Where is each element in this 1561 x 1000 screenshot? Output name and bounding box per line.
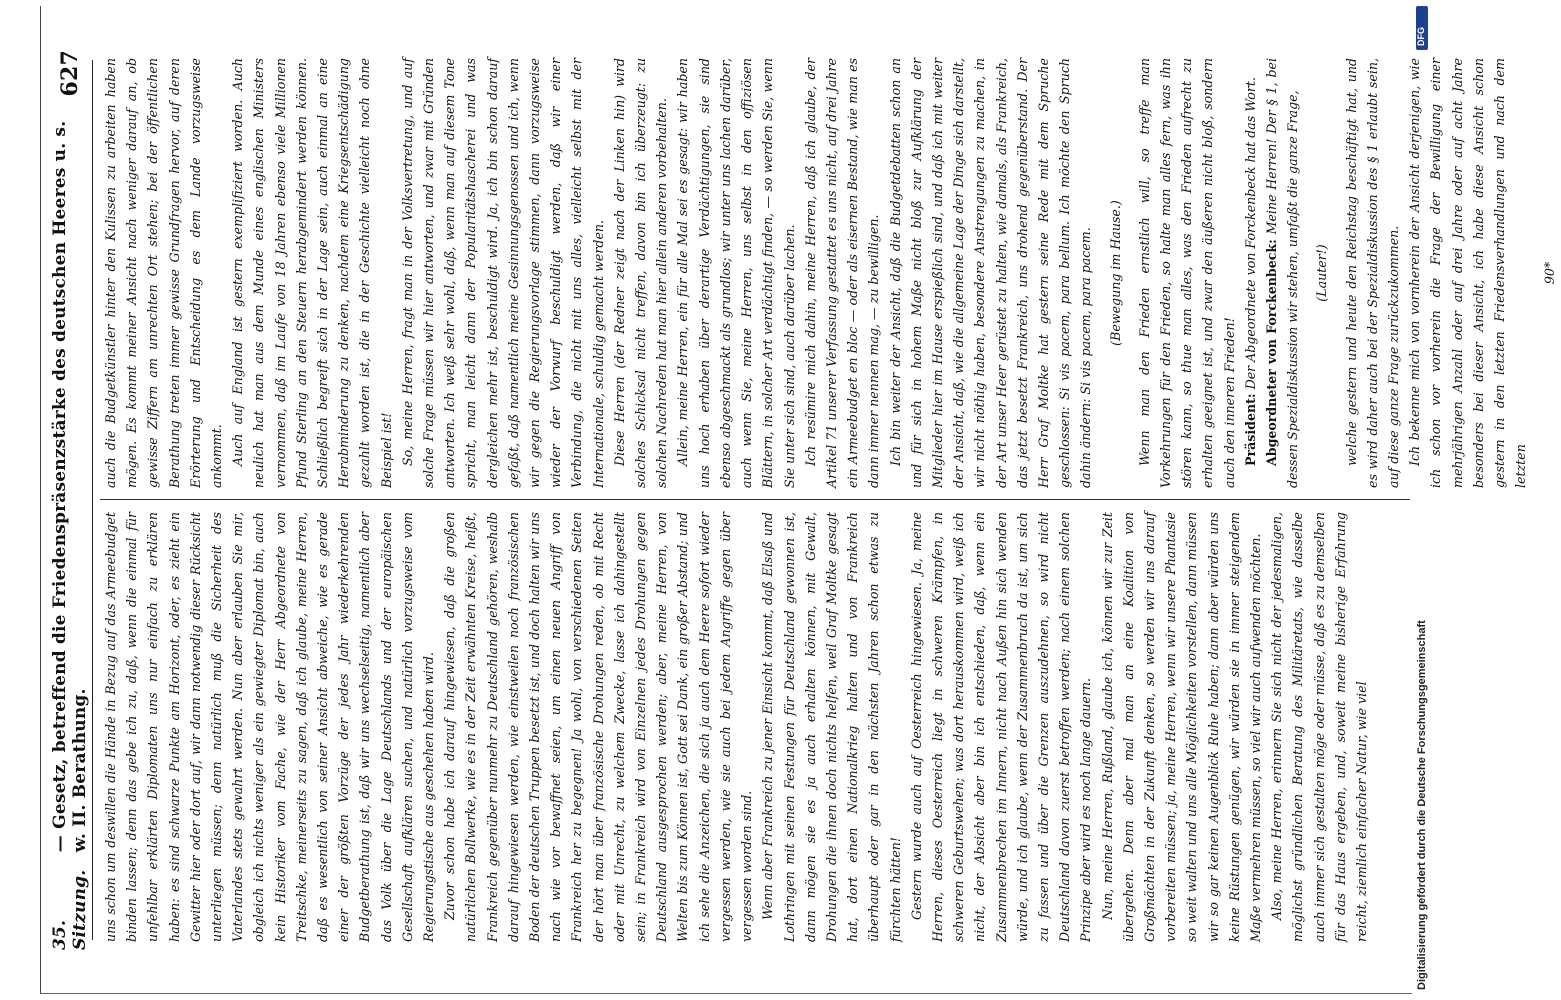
right-text-column bbox=[100, 58, 1558, 488]
paragraph: auch die Budgetkünstler hinter den Kulissen zu arbeiten haben mögen. Es kommt meiner Ansicht nach weniger darauf an, ob gewisse Ziffern am unrechten Ort stehen; bei der öffentlichen Berathung treten immer gewisse Grundfragen hervor, auf deren Erörterung und Entscheidung es dem Lande vorzugsweise ankommt. bbox=[103, 58, 225, 488]
paragraph: Allein, meine Herren, ein für alle Mal sei es gesagt: wir haben uns hoch erhaben über derartige Verdächtigungen, sie sind ebenso abgeschmackt als grundlos; wir unter uns lachen darüber, auch wenn Sie, meine Herren, uns selbst in den offiziösen Blättern, in solcher Art verdächtigt finden, — so werden Sie, wenn Sie unter sich sind, auch darüber lachen. bbox=[675, 58, 797, 488]
dfg-logo: DFG bbox=[1416, 6, 1428, 50]
paragraph: So, meine Herren, fragt man in der Volksvertretung, und auf solche Frage müssen wir hier antworten, und zwar mit Gründen antworten. Ich weiß sehr wohl, daß, wenn man auf diesem Tone spricht, man leicht dann der Popularitätshascherei und was dergleichen mehr ist, beschuldigt wird. Ja, ich bin schon darauf gefaßt, daß namentlich meine Gesinnungsgenossen und ich, wenn wir gegen die Regierungsvorlage stimmen, dann vorzugsweise wieder der Vorwurf beschuldigt werden, daß wir einer Verbindung, die nicht mit uns alles, vielleicht selbst mit der Internationale, schuldig gemacht werden. bbox=[399, 58, 606, 488]
paragraph: Nun, meine Herren, Rußland, glaube ich, können wir zur Zeit übergehen. Denn aber mal man an eine Koalition von Großmächten in der Zukunft denken, so werden wir uns darauf vorbereiten müssen; ja, meine Herren, wenn wir unsere Phantasie so weit walten und uns alle Möglichkeiten vorstellen, dann müssen wir so gar keinen Augenblick Ruhe haben; dann aber würden uns keine Rüstungen genügen, wir würden sie in immer steigendem Maße vermehren müssen, so viel wir auch aufwenden möchten. bbox=[1099, 512, 1263, 942]
dfg-credit-strip bbox=[1412, 0, 1432, 1000]
paragraph: Ich resümire mich dahin, meine Herren, daß ich glaube, der Artikel 71 unserer Verfassung gestattet es uns nicht, auf drei Jahre ein Armeebudget en bloc — oder als eisernen Bestand, wie man es dann immer nennen mag, — zu bewilligen. bbox=[802, 58, 882, 488]
running-title: — Gesetz, betreffend die Friedenspräsenzstärke des deutschen Heeres u. s. w. II. Berathung. bbox=[50, 120, 90, 853]
paragraph: welche gestern und heute den Reichstag beschäftigt hat, und es wird daher auch bei der Spezialdiskussion des § 1 erlaubt sein, auf diese ganze Frage zurückzukommen. bbox=[1343, 58, 1401, 488]
paragraph: Diese Herren (der Redner zeigt nach der Linken hin) wird solches Schicksal nicht treffen, davon bin ich überzeugt: zu solchen Nachreden hat man hier allein anderen vorbehalten. bbox=[611, 58, 670, 488]
paragraph: Wenn man den Frieden ernstlich will, so treffe man Vorkehrungen für den Frieden, so halte man alles fern, was ihn stören kann, so thue man alles, was den Frieden aufrecht zu erhalten geeignet ist, und zwar den äußeren nicht bloß, sondern auch den inneren Frieden! bbox=[1136, 58, 1237, 488]
header-rule bbox=[92, 60, 93, 940]
scan-edge-top bbox=[40, 6, 41, 994]
session-label: 35. Sitzung. bbox=[50, 869, 90, 950]
paragraph: (Bewegung im Hause.) bbox=[1107, 200, 1123, 346]
left-text-column bbox=[100, 512, 1420, 942]
paragraph: Abgeordneter von Forckenbeck: Meine Herren! Der § 1, bei dessen Spezialdiskussion wir stehen, umfaßt die ganze Frage, bbox=[1263, 58, 1301, 488]
paragraph: uns schon um deswillen die Hände in Bezug auf das Armeebudget binden lassen; denn das gebe ich zu, daß, wenn die einmal für unfehlbar erklärten Diplomaten uns nur einfach zu erklären haben: es sind schwarze Punkte am Horizont, oder, es zieht ein Gewitter hier oder dort auf, wir dann notwendig dieser Rücksicht unterliegen müssen; denn natürlich muß die Sicherheit des Vaterlandes stets gewahrt werden. Nun aber erlauben Sie mir, obgleich ich nichts weniger als ein gewiegter Diplomat bin, auch kein Historiker vom Fache, wie der Herr Abgeordnete von Treitschke, meinerseits zu sagen, daß ich glaube, meine Herren, daß es wesentlich von seiner Ansicht abweiche, wie es gerade einer der größten Vorzüge der jedes Jahr wiederkehrenden Budgetberathung ist, daß wir uns wechselseitig, namentlich aber das Volk über die Lage Deutschlands und der europäischen Gesellschaft aufklären suchen, und natürlich vorzugsweise vom Regierungstische aus geschehen haben wird. bbox=[103, 512, 437, 942]
paragraph: Ich bekenne mich von vornherein der Ansicht derjenigen, wie ich schon vor vorherein die Frage der Bewilligung einer mehrjährigen Anzahl oder auf drei Jahre oder auf acht Jahre besonders bei dieser Ansicht, ich habe diese Ansicht schon gestern in den letzten Friedensverhandlungen und nach dem letzten bbox=[1407, 58, 1529, 488]
page-number: 627 bbox=[57, 50, 83, 97]
paragraph: (Lauter!) bbox=[1314, 244, 1330, 302]
paragraph: Also, meine Herren, erinnern Sie sich nicht der jedesmaligen, möglichst gründlichen Beratung des Militäretats, wie dasselbe auch immer sich gestalten möge oder müsse, daß es zu demselben für das Haus ergeben, und, soweit meine bisherige Erfahrung reicht, ziemlich einfacher Natur, wie viel bbox=[1269, 512, 1369, 942]
dfg-credit-text: Digitalisierung gefördert durch die Deutsche Forschungsgemeinschaft bbox=[1416, 620, 1428, 990]
signature-mark: 90* bbox=[1542, 261, 1558, 285]
page-header bbox=[50, 50, 90, 950]
paragraph: Präsident: Der Abgeordnete von Forckenbeck hat das Wort. bbox=[1242, 77, 1258, 466]
paragraph: Ich bin weiter der Ansicht, daß die Budgetdebatten schon an und für sich in hohem Maße nicht bloß zur Aufklärung der Mitglieder hier im Hause erspießlich sind, und daß ich mit weiter der Ansicht, daß, wie die allgemeine Lage der Dinge sich darstellt, wir nicht nöthig haben, besondere Anstrengungen zu machen, in der Art unser Heer gerüstet zu halten, wie damals, als Frankreich, das jetzt besetzt Frankreich, uns drohend gegenüberstand. Der Herr Graf Moltke hat gestern seine Rede mit dem Spruche geschlossen: Si vis pacem, para bellum. Ich möchte den Spruch dahin ändern: Si vis pacem, para pacem. bbox=[887, 58, 1094, 488]
paragraph: Wenn aber Frankreich zu jener Einsicht kommt, daß Elsaß und Lothringen mit seinen Festungen für Deutschland gewonnen ist, dann mögen sie es ja auch erhalten können, mit Gewalt, Drohungen die ihnen doch nichts helfen, weil Graf Moltke gesagt hat, dort einen Nationalkrieg halten und von Frankreich überhaupt oder gar in den nächsten Jahren schon etwas zu fürchten hätten! bbox=[760, 512, 903, 942]
paragraph: Zuvor schon habe ich darauf hingewiesen, daß die großen natürlichen Bollwerke, wie es in der Zeit erwähnten Kreise, heißt, Frankreich gegenüber nunmehr zu Deutschland gehören, weshalb darauf hingewiesen werden, wie einstweilen noch französischen Boden der deutschen Truppen besetzt ist, und doch halten wir uns nach wie vor bewaffnet seien, um einen neuen Angriff von Frankreich her zu begegnen! Ja wohl, von verschiedenen Seiten der hört man über französische Drohungen reden, ob mit Recht oder mit Unrecht, zu welchem Zwecke, lasse ich dahingestellt sein; in Frankreich wird von Einzelnen jedes Drohungen gegen Deutschland ausgesprochen werden; aber, meine Herren, von Welten bis zum Können ist, Gott sei Dank, ein großer Abstand; und ich sehe die Anzeichen, die sich ja auch dem Heere sofort wieder vergessen werden, wie sie auch bei jedem Angriffe gegen über vergessen worden sind. bbox=[442, 512, 755, 942]
scan-edge-left bbox=[40, 993, 1412, 994]
column-divider bbox=[100, 499, 1410, 500]
paragraph: Auch auf England ist gestern exemplifiziert worden. Auch neulich hat man aus dem Munde eines englischen Ministers vernommen, daß im Laufe von 18 Jahren ebenso viele Millionen Pfund Sterling an den Steuern herabgemindert werden können. Schließlich begreift sich in der Lage sein, auch einmal an eine Herabminderung zu denken, nachdem eine Kriegsentschädigung gezahlt worden ist, die in der Geschichte vielleicht noch ohne Beispiel ist! bbox=[230, 58, 394, 488]
paragraph: Gestern wurde auch auf Oesterreich hingewiesen. Ja, meine Herren, dieses Oesterreich liegt in schweren Krämpfen, in schweren Geburtswehen; was dort herauskommen wird, weiß ich nicht, der Absicht aber bin ich entschieden, daß, wenn ein Zusammenbrechen im Innern, nicht nach Außen hin sich wenden würde, und ich glaube, wenn der Zusammenbruch da ist, um sich zu fassen und über die Grenzen auszudehnen, so wird nicht Deutschland davon zuerst betroffen werden; nach einem solchen Prinzipe aber wird es noch lange dauern. bbox=[908, 512, 1094, 942]
